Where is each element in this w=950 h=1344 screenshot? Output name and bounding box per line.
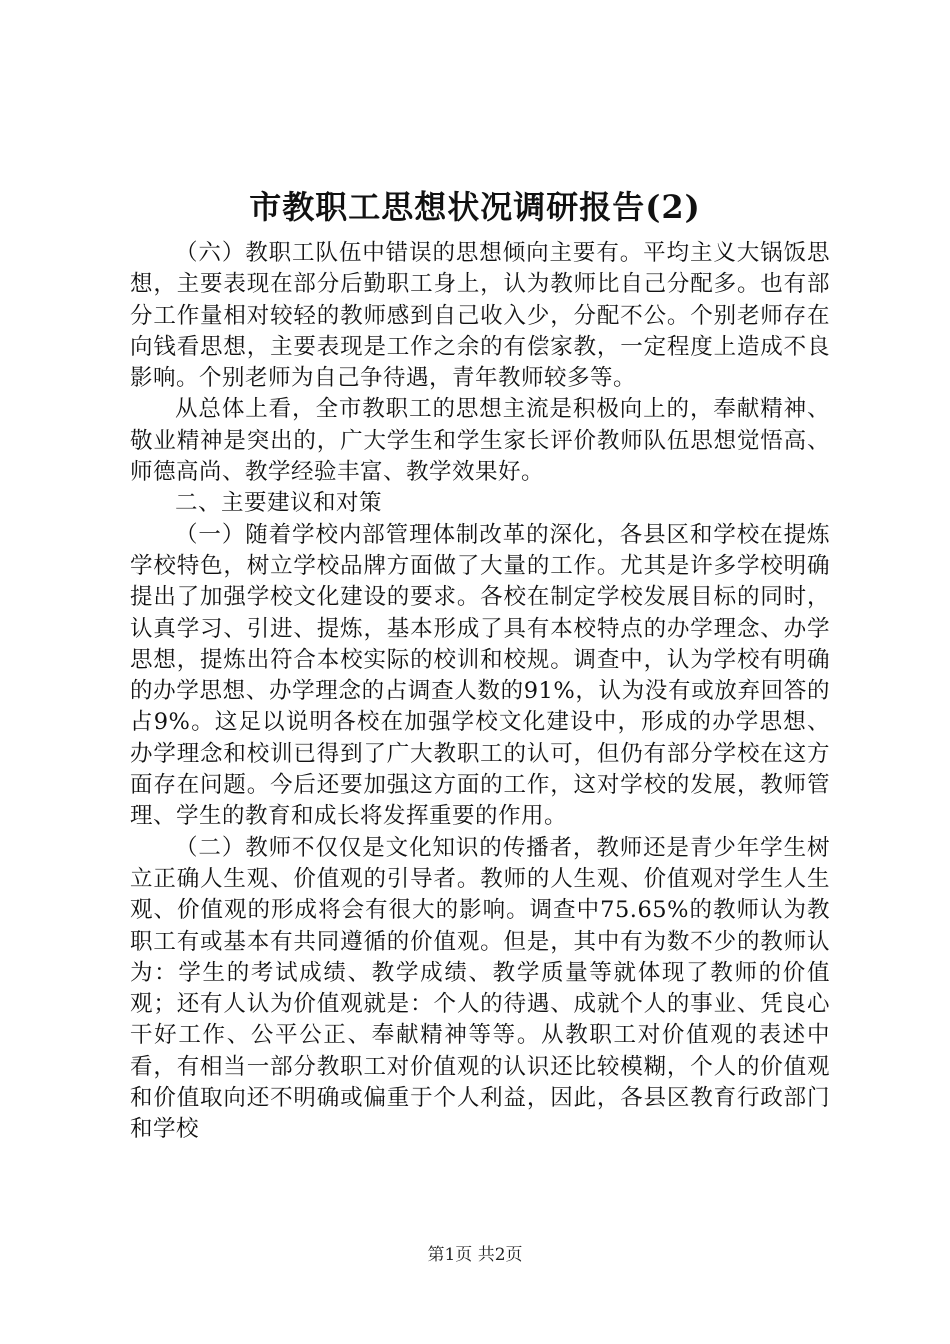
paragraph-school-culture: （一）随着学校内部管理体制改革的深化，各县区和学校在提炼学校特色，树立学校品牌方面做了大量的工作。尤其是许多学校明确提出了加强学校文化建设的要求。各校在制定学校发展目标的同时，认真学习、引进、提炼，基本形成了具有本校特点的办学理念、办学思想，提炼出符合本校实际的校训和校规。调查中，认为学校有明确的办学思想、办学理念的占调查人数的91%，认为没有或放弃回答的占9%。这足以说明各校在加强学校文化建设中，形成的办学思想、办学理念和校训已得到了广大教职工的认可，但仍有部分学校在这方面存在问题。今后还要加强这方面的工作，这对学校的发展，教师管理、学生的教育和成长将发挥重要的作用。 xyxy=(130,521,830,830)
page-footer: 第1页 共2页 xyxy=(427,1245,523,1265)
paragraph-values: （二）教师不仅仅是文化知识的传播者，教师还是青少年学生树立正确人生观、价值观的引导者。教师的人生观、价值观对学生人生观、价值观的形成将会有很大的影响。调查中75.65%的教师认为教职工有或基本有共同遵循的价值观。但是，其中有为数不少的教师认为：学生的考试成绩、教学成绩、教学质量等就体现了教师的价值观；还有人认为价值观就是：个人的待遇、成就个人的事业、凭良心干好工作、公平公正、奉献精神等等。从教职工对价值观的表述中看，有相当一部分教职工对价值观的认识还比较模糊，个人的价值观和价值取向还不明确或偏重于个人利益，因此，各县区教育行政部门和学校 xyxy=(130,834,830,1143)
section-heading-suggestions: 二、主要建议和对策 xyxy=(175,490,383,517)
paragraph-wrong-tendencies: （六）教职工队伍中错误的思想倾向主要有。平均主义大锅饭思想，主要表现在部分后勤职工身上，认为教师比自己分配多。也有部分工作量相对较轻的教师感到自己收入少，分配不公。个别老师存在向钱看思想，主要表现是工作之余的有偿家教，一定程度上造成不良影响。个别老师为自己争待遇，青年教师较多等。 xyxy=(130,240,830,392)
document-title: 市教职工思想状况调研报告(2) xyxy=(249,188,701,226)
document-body xyxy=(130,238,830,1146)
paragraph-overall-view: 从总体上看，全市教职工的思想主流是积极向上的，奉献精神、敬业精神是突出的，广大学生和学生家长评价教师队伍思想觉悟高、师德高尚、教学经验丰富、教学效果好。 xyxy=(130,396,830,486)
